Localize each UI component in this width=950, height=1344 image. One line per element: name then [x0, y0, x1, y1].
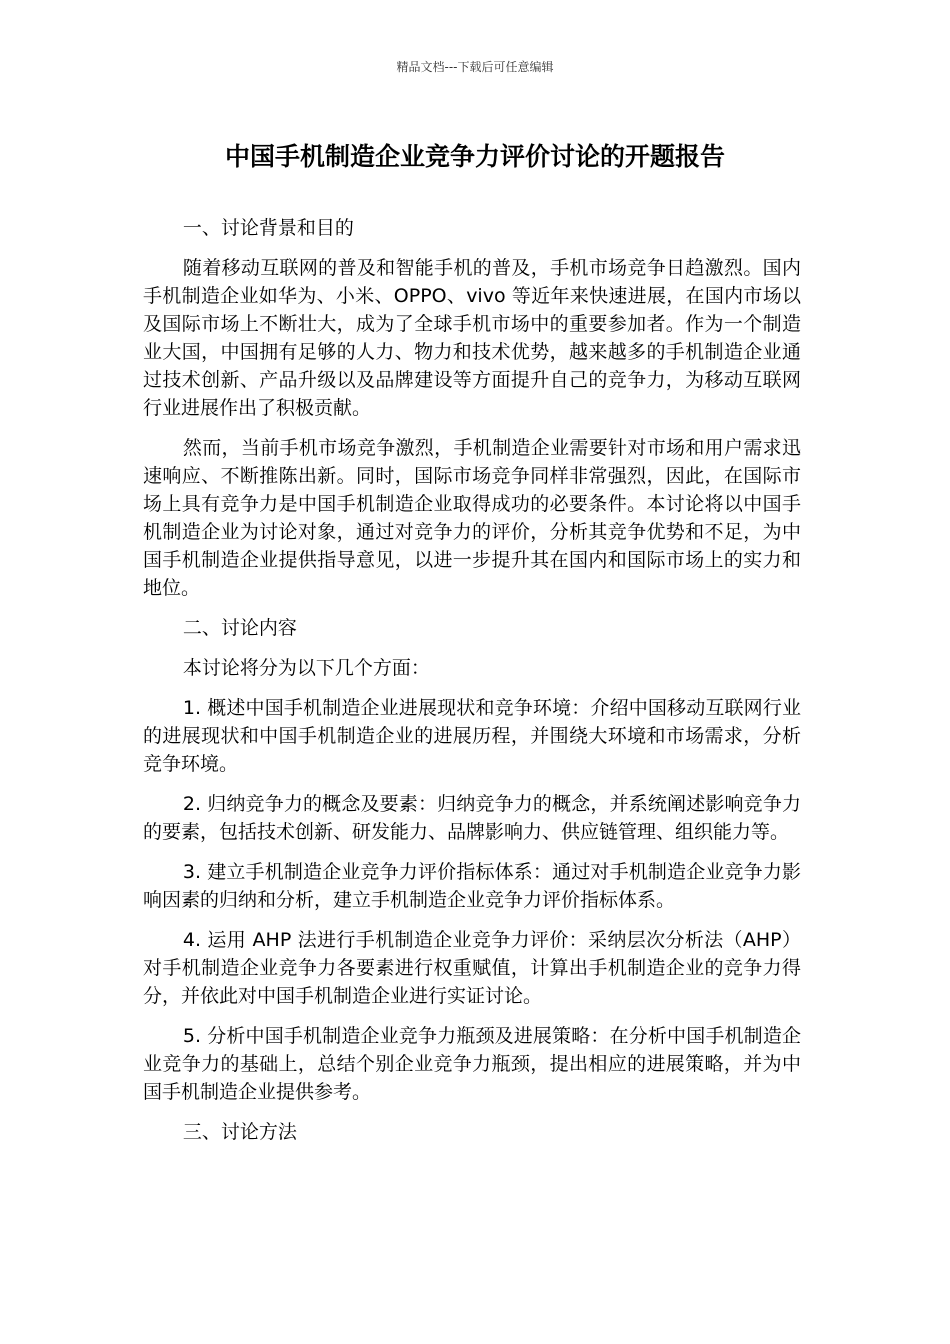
paragraph-background-1: 随着移动互联网的普及和智能手机的普及，手机市场竞争日趋激烈。国内手机制造企业如华为、小米、OPPO、vivo 等近年来快速进展，在国内市场以及国际市场上不断壮大，成为了全球手机市场中的重要参加者。作为一个制造业大国，中国拥有足够的人力、物力和技术优势，越来越多的手机制造企业通过技术创新、产品升级以及品牌建设等方面提升自己的竞争力，为移动互联网行业进展作出了积极贡献。: [143, 257, 801, 419]
paragraph-background-2: 然而，当前手机市场竞争激烈，手机制造企业需要针对市场和用户需求迅速响应、不断推陈出新。同时，国际市场竞争同样非常强烈，因此，在国际市场上具有竞争力是中国手机制造企业取得成功的必要条件。本讨论将以中国手机制造企业为讨论对象，通过对竞争力的评价，分析其竞争优势和不足，为中国手机制造企业提供指导意见，以进一步提升其在国内和国际市场上的实力和地位。: [143, 437, 801, 599]
document-title: 中国手机制造企业竞争力评价讨论的开题报告: [224, 142, 725, 171]
list-item-2: 2. 归纳竞争力的概念及要素：归纳竞争力的概念，并系统阐述影响竞争力的要素，包括技术创新、研发能力、品牌影响力、供应链管理、组织能力等。: [143, 793, 801, 843]
section-heading-method: 三、讨论方法: [182, 1121, 297, 1143]
paragraph-content-intro: 本讨论将分为以下几个方面：: [182, 657, 430, 679]
list-item-5: 5. 分析中国手机制造企业竞争力瓶颈及进展策略：在分析中国手机制造企业竞争力的基础上，总结个别企业竞争力瓶颈，提出相应的进展策略，并为中国手机制造企业提供参考。: [143, 1025, 801, 1103]
list-item-1: 1. 概述中国手机制造企业进展现状和竞争环境：介绍中国移动互联网行业的进展现状和中国手机制造企业的进展历程，并围绕大环境和市场需求，分析竞争环境。: [143, 697, 801, 775]
document-body: [143, 214, 801, 1158]
list-item-4: 4. 运用 AHP 法进行手机制造企业竞争力评价：采纳层次分析法（AHP）对手机制造企业竞争力各要素进行权重赋值，计算出手机制造企业的竞争力得分，并依此对中国手机制造企业进行实证讨论。: [143, 929, 801, 1007]
section-heading-background: 一、讨论背景和目的: [182, 217, 354, 239]
header-note: 精品文档---下载后可任意编辑: [396, 60, 554, 74]
list-item-3: 3. 建立手机制造企业竞争力评价指标体系：通过对手机制造企业竞争力影响因素的归纳和分析，建立手机制造企业竞争力评价指标体系。: [143, 861, 801, 911]
section-heading-content: 二、讨论内容: [182, 617, 297, 639]
